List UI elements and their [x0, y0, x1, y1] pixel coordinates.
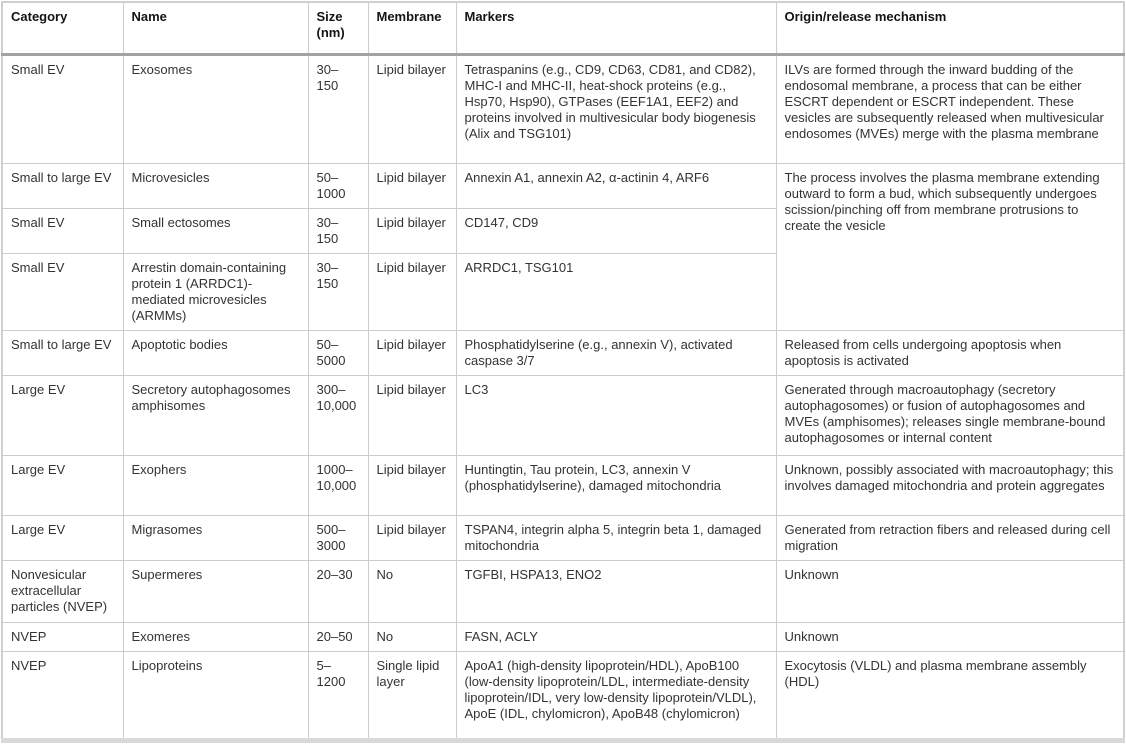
- column-header-category: Category: [2, 2, 123, 54]
- cell-size: 1000–10,000: [308, 455, 368, 515]
- cell-size: 30–150: [308, 253, 368, 330]
- table-row-exosomes: [2, 54, 1124, 163]
- cell-origin: Unknown, possibly associated with macroautophagy; this involves damaged mitochondria and protein aggregates: [776, 455, 1124, 515]
- cell-membrane: Lipid bilayer: [368, 515, 456, 560]
- table-row-exomeres: [2, 622, 1124, 651]
- cell-category: Small EV: [2, 253, 123, 330]
- cell-origin: Unknown: [776, 560, 1124, 622]
- cell-markers: Huntingtin, Tau protein, LC3, annexin V (phosphatidylserine), damaged mitochondria: [456, 455, 776, 515]
- cell-origin: Released from cells undergoing apoptosis when apoptosis is activated: [776, 330, 1124, 375]
- cell-category: Large EV: [2, 375, 123, 455]
- cell-membrane: Lipid bilayer: [368, 163, 456, 208]
- cell-membrane: Lipid bilayer: [368, 330, 456, 375]
- cell-size: 50–5000: [308, 330, 368, 375]
- cell-markers: FASN, ACLY: [456, 622, 776, 651]
- cell-membrane: Lipid bilayer: [368, 208, 456, 253]
- header-row: [2, 2, 1124, 54]
- cell-category: Large EV: [2, 515, 123, 560]
- cell-markers: TGFBI, HSPA13, ENO2: [456, 560, 776, 622]
- cell-size: 20–30: [308, 560, 368, 622]
- cell-origin-merged: The process involves the plasma membrane extending outward to form a bud, which subsequently undergoes scission/pinching off from membrane protrusions to create the vesicle: [776, 163, 1124, 330]
- cell-membrane: Lipid bilayer: [368, 54, 456, 163]
- cell-membrane: Lipid bilayer: [368, 455, 456, 515]
- cell-origin: Generated from retraction fibers and released during cell migration: [776, 515, 1124, 560]
- cell-category: Large EV: [2, 455, 123, 515]
- table-row-apoptotic-bodies: [2, 330, 1124, 375]
- column-header-name: Name: [123, 2, 308, 54]
- cell-name: Small ectosomes: [123, 208, 308, 253]
- cell-name: Microvesicles: [123, 163, 308, 208]
- cell-name: Lipoproteins: [123, 651, 308, 740]
- cell-membrane: No: [368, 560, 456, 622]
- cell-category: Small EV: [2, 54, 123, 163]
- column-header-membrane: Membrane: [368, 2, 456, 54]
- column-header-size: Size (nm): [308, 2, 368, 54]
- cell-markers: Tetraspanins (e.g., CD9, CD63, CD81, and CD82), MHC-I and MHC-II, heat-shock proteins (e.g., Hsp70, Hsp90), GTPases (EEF1A1, EEF2) and proteins involved in multivesicular body biogenesis (Alix and TSG101): [456, 54, 776, 163]
- cell-membrane: Lipid bilayer: [368, 253, 456, 330]
- cell-category: Small to large EV: [2, 330, 123, 375]
- cell-markers: TSPAN4, integrin alpha 5, integrin beta 1, damaged mitochondria: [456, 515, 776, 560]
- cell-markers: ApoA1 (high-density lipoprotein/HDL), ApoB100 (low-density lipoprotein/LDL, intermediate-density lipoprotein/IDL, very low-density lipoprotein/VLDL), ApoE (IDL, chylomicron), ApoB48 (chylomicron): [456, 651, 776, 740]
- column-header-origin: Origin/release mechanism: [776, 2, 1124, 54]
- table-row-secretory-autophagosomes: [2, 375, 1124, 455]
- cell-name: Supermeres: [123, 560, 308, 622]
- cell-origin: Exocytosis (VLDL) and plasma membrane assembly (HDL): [776, 651, 1124, 740]
- cell-size: 500–3000: [308, 515, 368, 560]
- cell-name: Exosomes: [123, 54, 308, 163]
- table-row-microvesicles: [2, 163, 1124, 208]
- cell-category: Small to large EV: [2, 163, 123, 208]
- cell-name: Arrestin domain-containing protein 1 (ARRDC1)-mediated microvesicles (ARMMs): [123, 253, 308, 330]
- cell-size: 300–10,000: [308, 375, 368, 455]
- column-header-markers: Markers: [456, 2, 776, 54]
- cell-size: 30–150: [308, 54, 368, 163]
- table-row-migrasomes: [2, 515, 1124, 560]
- cell-markers: Annexin A1, annexin A2, α-actinin 4, ARF6: [456, 163, 776, 208]
- cell-markers: LC3: [456, 375, 776, 455]
- table-row-supermeres: [2, 560, 1124, 622]
- cell-category: Nonvesicular extracellular particles (NVEP): [2, 560, 123, 622]
- table-row-lipoproteins: [2, 651, 1124, 740]
- cell-membrane: Lipid bilayer: [368, 375, 456, 455]
- cell-category: NVEP: [2, 651, 123, 740]
- cell-size: 20–50: [308, 622, 368, 651]
- cell-markers: CD147, CD9: [456, 208, 776, 253]
- table-row-exophers: [2, 455, 1124, 515]
- cell-origin: Generated through macroautophagy (secretory autophagosomes) or fusion of autophagosomes and MVEs (amphisomes); releases single membrane-bound autophagosomes or internal content: [776, 375, 1124, 455]
- cell-origin: ILVs are formed through the inward budding of the endosomal membrane, a process that can be either ESCRT dependent or ESCRT independent. These vesicles are subsequently released when multivesicular endosomes (MVEs) merge with the plasma membrane: [776, 54, 1124, 163]
- cell-markers: ARRDC1, TSG101: [456, 253, 776, 330]
- cell-category: Small EV: [2, 208, 123, 253]
- cell-name: Secretory autophagosomes amphisomes: [123, 375, 308, 455]
- cell-name: Exophers: [123, 455, 308, 515]
- cell-size: 5–1200: [308, 651, 368, 740]
- cell-markers: Phosphatidylserine (e.g., annexin V), activated caspase 3/7: [456, 330, 776, 375]
- cell-origin: Unknown: [776, 622, 1124, 651]
- cell-name: Exomeres: [123, 622, 308, 651]
- cell-size: 50–1000: [308, 163, 368, 208]
- cell-name: Apoptotic bodies: [123, 330, 308, 375]
- cell-category: NVEP: [2, 622, 123, 651]
- cell-size: 30–150: [308, 208, 368, 253]
- cell-name: Migrasomes: [123, 515, 308, 560]
- cell-membrane: Single lipid layer: [368, 651, 456, 740]
- cell-membrane: No: [368, 622, 456, 651]
- ev-classification-table: [1, 1, 1125, 743]
